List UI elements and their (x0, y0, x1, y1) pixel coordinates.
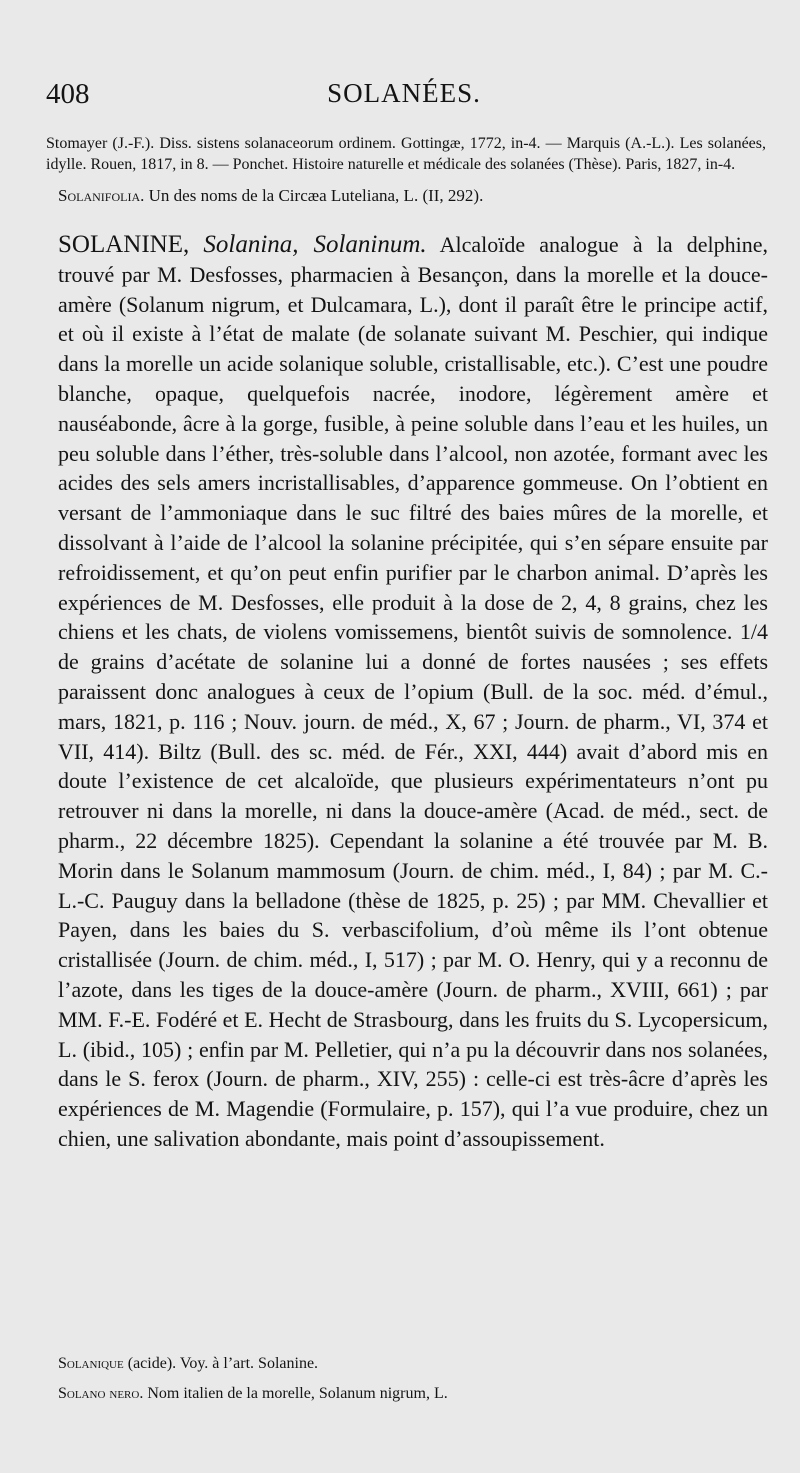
solano-nero-entry (58, 1385, 768, 1403)
running-title: SOLANÉES. (327, 78, 481, 108)
entry-term: Solano nero. (58, 1385, 144, 1402)
entry-body: Alcaloïde analogue à la delphine, trouvé par M. Desfosses, pharmacien à Besançon, dans la morelle et la douce-amère (Solanum nigrum, et Dulcamara, L.), dont il paraît être le principe actif, et où il existe à l’état de malate (de solanate suivant M. Peschier, qui indique dans la morelle un acide solanique soluble, cristallisable, etc.). C’est une poudre blanche, opaque, quelquefois nacrée, inodore, légèrement amère et nauséabonde, âcre à la gorge, fusible, à peine soluble dans l’eau et les huiles, un peu soluble dans l’éther, très-soluble dans l’alcool, non azotée, formant avec les acides des sels amers incristallisables, d’apparence gommeuse. On l’obtient en versant de l’ammoniaque dans le suc filtré des baies mûres de la morelle, et dissolvant à l’aide de l’alcool la solanine précipitée, qui s’en sépare ensuite par refroidissement, et qu’on peut enfin purifier par le charbon animal. D’après les expériences de M. Desfosses, elle produit à la dose de 2, 4, 8 grains, chez les chiens et les chats, de violens vomissemens, bientôt suivis de somnolence. 1/4 de grains d’acétate de solanine lui a donné de fortes nausées ; ses effets paraissent donc analogues à ceux de l’opium (Bull. de la soc. méd. d’émul., mars, 1821, p. 116 ; Nouv. journ. de méd., X, 67 ; Journ. de pharm., VI, 374 et VII, 414). Biltz (Bull. des sc. méd. de Fér., XXI, 444) avait d’abord mis en doute l’existence de cet alcaloïde, que plusieurs expérimentateurs n’ont pu retrouver ni dans la morelle, ni dans la douce-amère (Acad. de méd., sect. de pharm., 22 décembre 1825). Cependant la solanine a été trouvée par M. B. Morin dans le Solanum mammosum (Journ. de chim. méd., I, 84) ; par M. C.-L.-C. Pauguy dans la belladone (thèse de 1825, p. 25) ; par MM. Chevallier et Payen, dans les baies du S. verbascifolium, d’où même ils l’ont obtenue cristallisée (Journ. de chim. méd., I, 517) ; par M. O. Henry, qui y a reconnu de l’azote, dans les tiges de la douce-amère (Journ. de pharm., XVIII, 661) ; par MM. F.-E. Fodéré et E. Hecht de Strasbourg, dans les fruits du S. Lycopersicum, L. (ibid., 105) ; enfin par M. Pelletier, qui n’a pu la découvrir dans nos solanées, dans le S. ferox (Journ. de pharm., XIV, 255) : celle-ci est très-âcre d’après les expériences de M. Magendie (Formulaire, p. 157), qui l’a vue produire, chez un chien, une salivation abondante, mais point d’assoupissement. (58, 232, 769, 1151)
entry-text: (acide). Voy. à l’art. Solanine. (127, 1355, 319, 1372)
page-header (46, 78, 762, 116)
solanifolia-entry (58, 186, 758, 206)
solanique-entry (58, 1355, 758, 1373)
entry-term: Solanique (58, 1355, 124, 1372)
entry-latin-name: Solanina, Solaninum. (203, 231, 427, 258)
entry-term: Solanifolia. (58, 186, 145, 205)
entry-text: Un des noms de la Circæa Luteliana, L. (II, 292). (148, 186, 484, 205)
entry-text: Nom italien de la morelle, Solanum nigrum, L. (147, 1385, 448, 1402)
entry-term: SOLANINE, (58, 231, 190, 258)
bibliography-paragraph: Stomayer (J.-F.). Diss. sistens solanaceorum ordinem. Gottingæ, 1772, in-4. — Marquis (A.-L.). Les solanées, idylle. Rouen, 1817, in 8. — Ponchet. Histoire naturelle et médicale des solanées (Thèse). Paris, 1827, in-4. (46, 135, 766, 173)
page-number: 408 (46, 78, 90, 110)
solanine-entry (58, 230, 768, 1154)
